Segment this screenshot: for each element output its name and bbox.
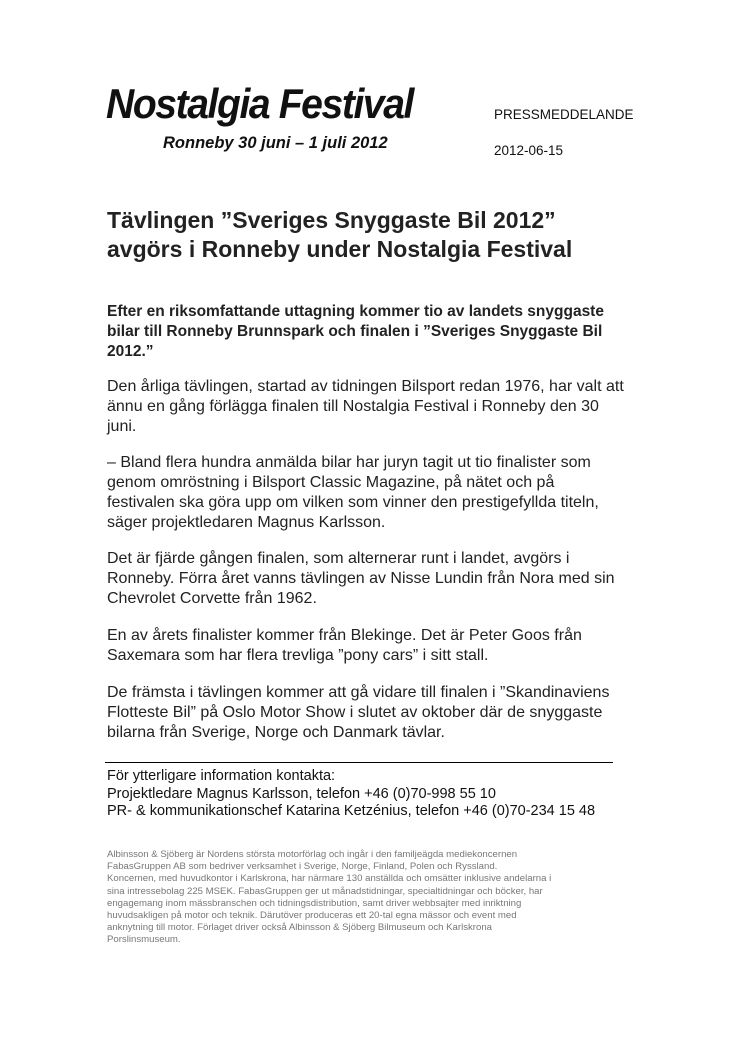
lead-paragraph	[107, 302, 667, 362]
about-line: Albinsson & Sjöberg är Nordens största motorförlag och ingår i den familjeägda mediekoncernen	[107, 849, 518, 860]
contact-line: Projektledare Magnus Karlsson, telefon +46 (0)70-998 55 10	[107, 785, 496, 802]
paragraph-line: Chevrolet Corvette från 1962.	[107, 590, 317, 607]
paragraph-line: Det är fjärde gången finalen, som alternerar runt i landet, avgörs i	[107, 550, 570, 567]
festival-dates: Ronneby 30 juni – 1 juli 2012	[163, 134, 388, 152]
paragraph-line: En av årets finalister kommer från Blekinge. Det är Peter Goos från	[107, 627, 582, 644]
about-line: Koncernen, med huvudkontor i Karlskrona, har närmare 130 anställda och omsätter inklusive andelarna i	[107, 873, 552, 885]
paragraph-line: juni.	[107, 418, 137, 435]
about-line: Porslinsmuseum.	[107, 934, 181, 946]
headline	[107, 206, 667, 264]
paragraph-line: festivalen ska göra upp om vilken som vinner den prestigefyllda titeln,	[107, 494, 599, 511]
body-paragraph	[107, 377, 667, 437]
contact-block	[107, 768, 595, 821]
about-line: huvudsakligen på motor och teknik. Därutöver produceras ett 20-tal egna mässor och event med	[107, 910, 517, 922]
paragraph-line: Den årliga tävlingen, startad av tidningen Bilsport redan 1976, har valt att	[107, 378, 624, 395]
paragraph-line: Saxemara som har flera trevliga ”pony cars” i sitt stall.	[107, 647, 489, 664]
body-paragraph	[107, 683, 667, 743]
divider-line	[105, 762, 613, 763]
about-line: anknytning till motor. Förlaget driver också Albinsson & Sjöberg Bilmuseum och Karlskrona	[107, 922, 492, 934]
lead-line: 2012.”	[107, 343, 154, 360]
paragraph-line: – Bland flera hundra anmälda bilar har juryn tagit ut tio finalister som	[107, 454, 591, 471]
lead-line: bilar till Ronneby Brunnspark och finalen i ”Sveriges Snyggaste Bil	[107, 323, 603, 340]
paragraph-line: ännu en gång förlägga finalen till Nostalgia Festival i Ronneby den 30	[107, 398, 599, 415]
paragraph-line: Ronneby. Förra året vanns tävlingen av Nisse Lundin från Nora med sin	[107, 570, 615, 587]
about-line: FabasGruppen AB som bedriver verksamhet i Sverige, Norge, Finland, Polen och Ryssland.	[107, 861, 498, 873]
body-paragraph	[107, 626, 667, 666]
about-line: sina intressebolag 225 MSEK. FabasGruppen ger ut månadstidningar, specialtidningar och böcker, har	[107, 885, 543, 897]
paragraph-line: De främsta i tävlingen kommer att gå vidare till finalen i ”Skandinaviens	[107, 684, 610, 701]
paragraph-line: säger projektledaren Magnus Karlsson.	[107, 514, 386, 531]
document-date: 2012-06-15	[494, 143, 564, 158]
contact-line: För ytterligare information kontakta:	[107, 768, 336, 784]
paragraph-line: Flotteste Bil” på Oslo Motor Show i slutet av oktober där de snyggaste	[107, 704, 603, 721]
body-paragraph	[107, 453, 667, 533]
headline-line: Tävlingen ”Sveriges Snyggaste Bil 2012”	[107, 207, 556, 233]
about-company-block	[107, 849, 551, 947]
about-line: engagemang inom mässbranschen och tidningsdistribution, samt driver webbsajter med inriktning	[107, 897, 522, 909]
lead-line: Efter en riksomfattande uttagning kommer tio av landets snyggaste	[107, 303, 604, 320]
festival-logo-title: Nostalgia Festival	[106, 80, 414, 127]
contact-line: PR- & kommunikationschef Katarina Ketzénius, telefon +46 (0)70-234 15 48	[107, 803, 596, 819]
body-paragraph	[107, 549, 667, 609]
paragraph-line: genom omröstning i Bilsport Classic Magazine, på nätet och på	[107, 474, 555, 491]
headline-line: avgörs i Ronneby under Nostalgia Festival	[107, 236, 573, 262]
document-type: PRESSMEDDELANDE	[494, 107, 634, 122]
paragraph-line: bilarna från Sverige, Norge och Danmark tävlar.	[107, 724, 445, 741]
